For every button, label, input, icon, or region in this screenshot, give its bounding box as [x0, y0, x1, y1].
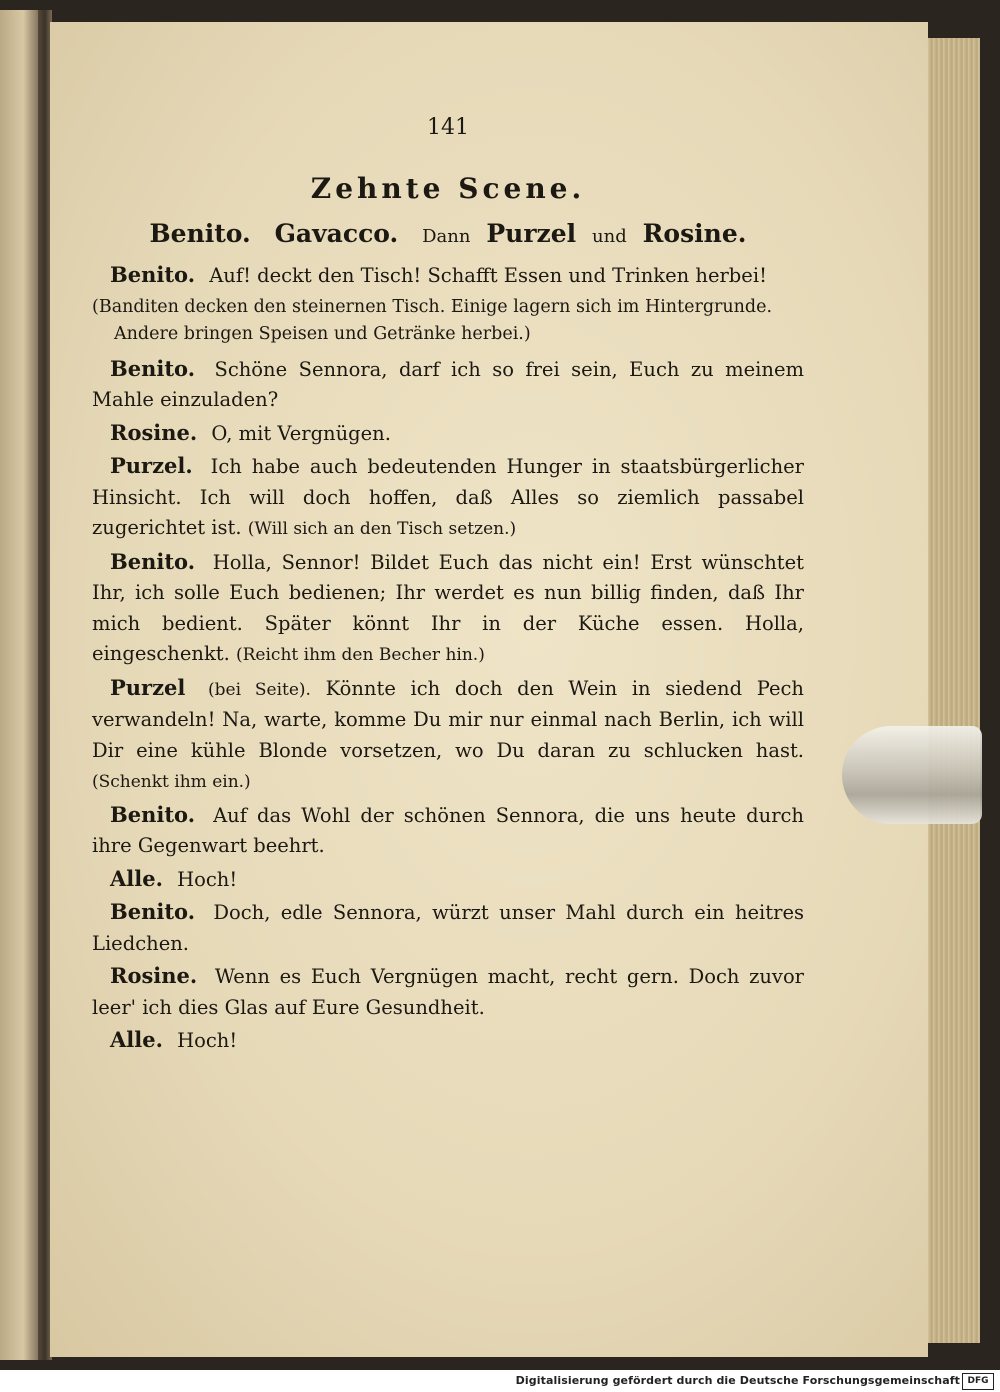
dialogue-line [92, 673, 804, 798]
speaker-name: Purzel [110, 674, 186, 700]
dialogue-line [92, 864, 804, 896]
speaker-name: Benito. [110, 548, 196, 574]
page-number: 141 [427, 115, 469, 140]
dialogue-text: Holla, Sennor! Bildet Euch das nicht ein! Erst wünschtet Ihr, ich solle Euch bedienen; Ihr werdet es nun billig finden, daß Ihr mich bedient. Später könnt Ihr in der Küche essen. Holla, eingeschenkt. [92, 550, 804, 665]
cast-rosine: Rosine. [642, 219, 747, 248]
dialogue-text: Auf das Wohl der schönen Sennora, die uns heute durch ihre Gegenwart beehrt. [92, 803, 804, 857]
dialogue-text: Auf! deckt den Tisch! Schafft Essen und Trinken herbei! [209, 264, 767, 287]
cast-list [92, 219, 804, 248]
dialogue-line [92, 547, 804, 671]
dialogue-text: Schöne Sennora, darf ich so frei sein, Euch zu meinem Mahle einzuladen? [92, 357, 805, 411]
dialogue-text: Doch, edle Sennora, würzt unser Mahl durch ein heitres Liedchen. [92, 901, 804, 955]
dialogue-text: O, mit Vergnügen. [211, 421, 391, 445]
speaker-name: Benito. [110, 801, 196, 827]
page-text [92, 115, 804, 1059]
cast-dann: Dann [422, 226, 471, 247]
dialogue-line [92, 800, 804, 862]
inline-stage-direction: (bei Seite). [208, 679, 311, 700]
cast-gavacco: Gavacco. [274, 219, 399, 248]
dialogue-text: Wenn es Euch Vergnügen macht, recht gern. Doch zuvor leer' ich dies Glas auf Eure Gesundheit. [92, 965, 804, 1019]
dfg-logo: DFG [962, 1373, 994, 1390]
dialogue-line [92, 1025, 804, 1057]
dialogue-line [92, 897, 804, 959]
dialogue-line [92, 418, 804, 450]
dialogue-line [92, 961, 804, 1023]
page-clip [842, 726, 982, 824]
dialogue-text: Hoch! [177, 1029, 238, 1052]
dialogue-text: Ich habe auch bedeutenden Hunger in staatsbürgerlicher Hinsicht. Ich will doch hoffen, daß Alles so ziemlich passabel zugerichtet ist. [92, 455, 804, 539]
speaker-name: Alle. [110, 865, 163, 891]
speaker-name: Alle. [110, 1027, 163, 1052]
cast-benito: Benito. [149, 219, 251, 248]
page-edges-right [924, 38, 980, 1343]
dialogue-text: Könnte ich doch den Wein in siedend Pech verwandeln! Na, warte, komme Du mir nur einmal nach Berlin, ich will Dir eine kühle Blonde vorsetzen, wo Du daran zu schlucken hast. [92, 676, 804, 762]
dialogue-text: Hoch! [177, 867, 238, 891]
speaker-name: Benito. [110, 899, 196, 924]
cast-purzel: Purzel [486, 219, 577, 248]
funding-credit: Digitalisierung gefördert durch die Deutsche Forschungsgemeinschaft [515, 1374, 960, 1387]
speaker-name: Benito. [110, 355, 196, 381]
stage-direction: (Banditen decken den steinernen Tisch. Einige lagern sich im Hintergrunde. Andere bringen Speisen und Getränke herbei.) [92, 296, 773, 344]
inline-stage-direction: (Schenkt ihm ein.) [92, 772, 251, 792]
dialogue-line [92, 451, 804, 545]
inline-stage-direction: (Will sich an den Tisch setzen.) [247, 519, 517, 539]
speaker-name: Purzel. [110, 453, 193, 478]
footer-bar [0, 1370, 1000, 1392]
speaker-name: Rosine. [110, 419, 198, 445]
dialogue-line [92, 354, 804, 416]
scene-title: Zehnte Scene. [310, 172, 586, 205]
left-page-edge [0, 10, 42, 1360]
cast-und: und [592, 226, 627, 247]
speaker-name: Rosine. [110, 963, 198, 988]
inline-stage-direction: (Reicht ihm den Becher hin.) [236, 645, 485, 665]
dialogue-line [92, 260, 804, 292]
speaker-name: Benito. [110, 262, 196, 287]
